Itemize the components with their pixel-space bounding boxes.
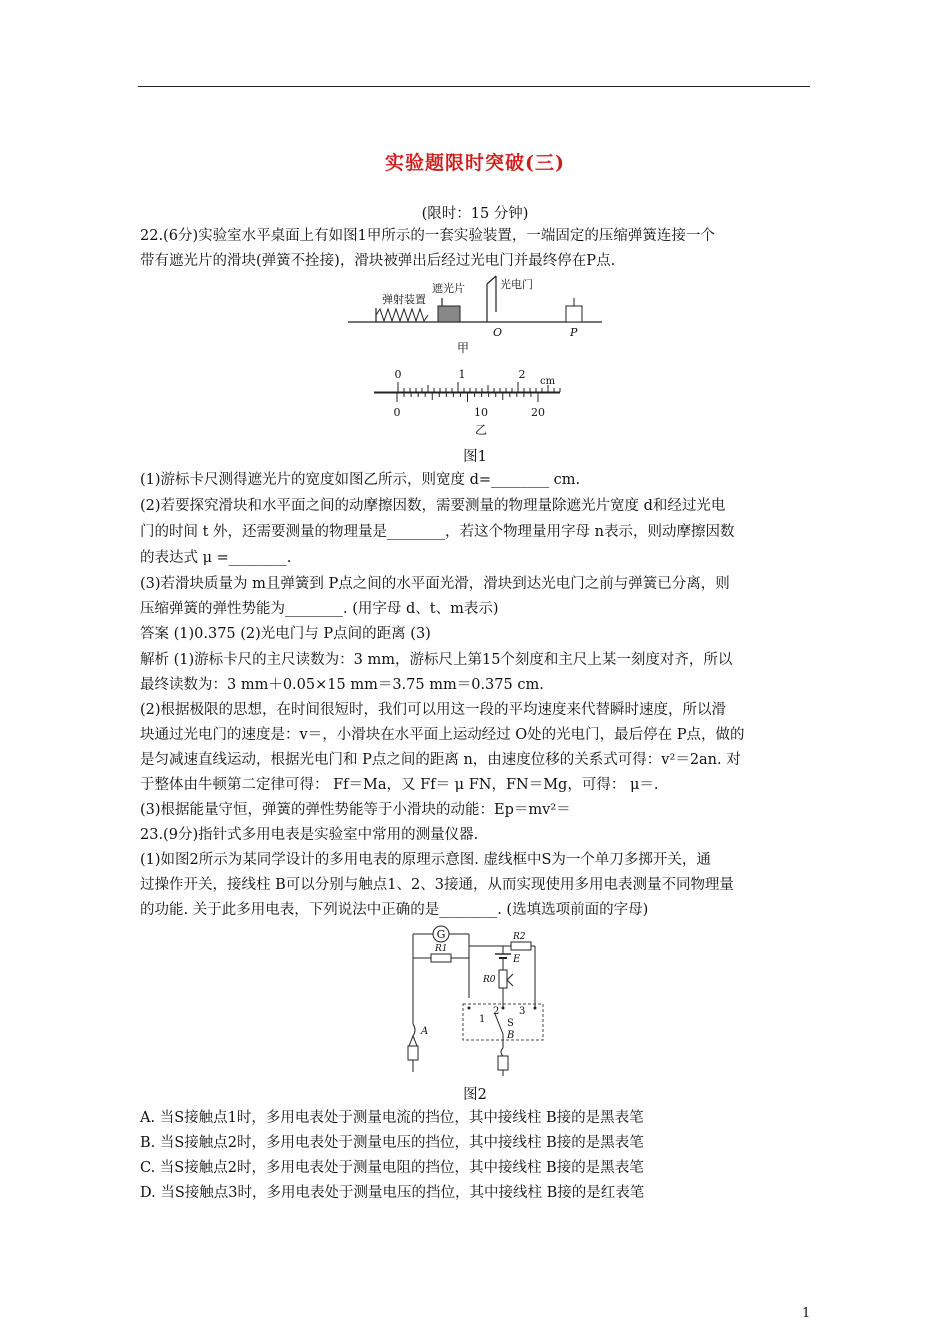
figure-yi-vernier	[370, 362, 570, 438]
label-p: P	[570, 326, 578, 339]
label-t1: 1	[479, 1014, 486, 1025]
q23-line-4: 的功能. 关于此多用电表，下列说法中正确的是________. (选填选项前面的字母)	[140, 902, 649, 918]
option-a: A. 当S接触点1时，多用电表处于测量电流的挡位，其中接线柱 B接的是黑表笔	[140, 1110, 644, 1126]
q22-line-1: 22.(6分)实验室水平桌面上有如图1甲所示的一套实验装置，一端固定的压缩弹簧连接一个	[140, 228, 715, 244]
label-launcher: 弹射装置	[382, 293, 426, 306]
label-gate: 光电门	[500, 278, 533, 291]
time-limit: (限时：15 分钟)	[421, 206, 529, 222]
explain-1-line-2: 最终读数为：3 mm＋0.05×15 mm＝3.75 mm＝0.375 cm.	[140, 677, 544, 693]
header-rule	[138, 86, 810, 87]
explain-1-line-1: 解析 (1)游标卡尺的主尺读数为：3 mm，游标尺上第15个刻度和主尺上某一刻度对齐，所以	[140, 652, 733, 668]
label-t2: 2	[493, 1006, 500, 1017]
label-r1: R1	[435, 944, 448, 954]
main-label-1: 1	[458, 368, 466, 381]
explain-2-line-2: 块通过光电门的速度是：v＝，小滑块在水平面上运动经过 O处的光电门，最后停在 P点，做的	[140, 727, 745, 743]
figure-2-circuit	[395, 922, 555, 1078]
option-d: D. 当S接触点3时，多用电表处于测量电压的挡位，其中接线柱 B接的是红表笔	[140, 1185, 645, 1201]
option-b: B. 当S接触点2时，多用电表处于测量电压的挡位，其中接线柱 B接的是黑表笔	[140, 1135, 644, 1151]
vernier-label-0: 0	[393, 406, 401, 419]
q22-part2-line-2: 门的时间 t 外，还需要测量的物理量是________，若这个物理量用字母 n表示，则动摩擦因数	[140, 524, 735, 540]
label-r2: R2	[513, 932, 526, 942]
q23-line-2: (1)如图2所示为某同学设计的多用电表的原理示意图. 虚线框中S为一个单刀多掷开关，通	[140, 852, 711, 868]
explain-2-line-4: 于整体由牛顿第二定律可得： Ff＝Ma，又 Ff＝ μ FN，FN＝Mg，可得： μ＝.	[140, 777, 659, 793]
figure-jia-apparatus	[340, 272, 610, 354]
page-title: 实验题限时突破(三)	[385, 152, 565, 174]
explain-2-line-3: 是匀减速直线运动，根据光电门和 P点之间的距离 n，由速度位移的关系式可得：v²＝2an. 对	[140, 752, 741, 768]
q23-line-3: 过操作开关，接线柱 B可以分别与触点1、2、3接通，从而实现使用多用电表测量不同物理量	[140, 877, 734, 893]
q22-part1: (1)游标卡尺测得遮光片的宽度如图乙所示，则宽度 d=________ cm.	[140, 472, 581, 488]
page-number: 1	[802, 1306, 811, 1321]
option-c: C. 当S接触点2时，多用电表处于测量电阻的挡位，其中接线柱 B接的是黑表笔	[140, 1160, 644, 1176]
label-t3: 3	[519, 1006, 526, 1017]
label-g: G	[436, 928, 446, 941]
q22-answer: 答案 (1)0.375 (2)光电门与 P点间的距离 (3)	[140, 626, 431, 642]
label-r0: R0	[483, 975, 496, 985]
vernier-scale-ticks	[397, 393, 538, 402]
explain-3: (3)根据能量守恒，弹簧的弹性势能等于小滑块的动能：Ep＝mv²＝	[140, 802, 571, 818]
label-b: B	[507, 1030, 515, 1041]
unit-cm: cm	[540, 376, 556, 387]
vernier-label-10: 10	[474, 406, 488, 419]
main-label-0: 0	[394, 368, 402, 381]
figure-1-caption: 图1	[463, 449, 487, 465]
main-label-2: 2	[518, 368, 526, 381]
q22-part2-line-3: 的表达式 μ =________.	[140, 550, 292, 566]
label-a: A	[421, 1026, 429, 1037]
figure-2-caption: 图2	[463, 1087, 487, 1103]
label-shade: 遮光片	[432, 282, 465, 295]
q22-part2-line-1: (2)若要探究滑块和水平面之间的动摩擦因数，需要测量的物理量除遮光片宽度 d和经过光电	[140, 498, 726, 514]
vernier-label-20: 20	[531, 406, 545, 419]
q22-part3-line-2: 压缩弹簧的弹性势能为________. (用字母 d、t、m表示)	[140, 601, 499, 617]
label-o: O	[493, 326, 503, 339]
label-e: E	[513, 954, 521, 965]
q23-line-1: 23.(9分)指针式多用电表是实验室中常用的测量仪器.	[140, 827, 479, 843]
label-s: S	[507, 1018, 514, 1029]
caption-jia: 甲	[457, 341, 470, 354]
main-scale-ticks	[398, 382, 560, 392]
explain-2-line-1: (2)根据极限的思想，在时间很短时，我们可以用这一段的平均速度来代替瞬时速度，所以滑	[140, 702, 727, 718]
q22-part3-line-1: (3)若滑块质量为 m且弹簧到 P点之间的水平面光滑，滑块到达光电门之前与弹簧已分离，则	[140, 576, 730, 592]
q22-line-2: 带有遮光片的滑块(弹簧不拴接)，滑块被弹出后经过光电门并最终停在P点.	[140, 253, 616, 269]
caption-yi: 乙	[474, 423, 488, 437]
